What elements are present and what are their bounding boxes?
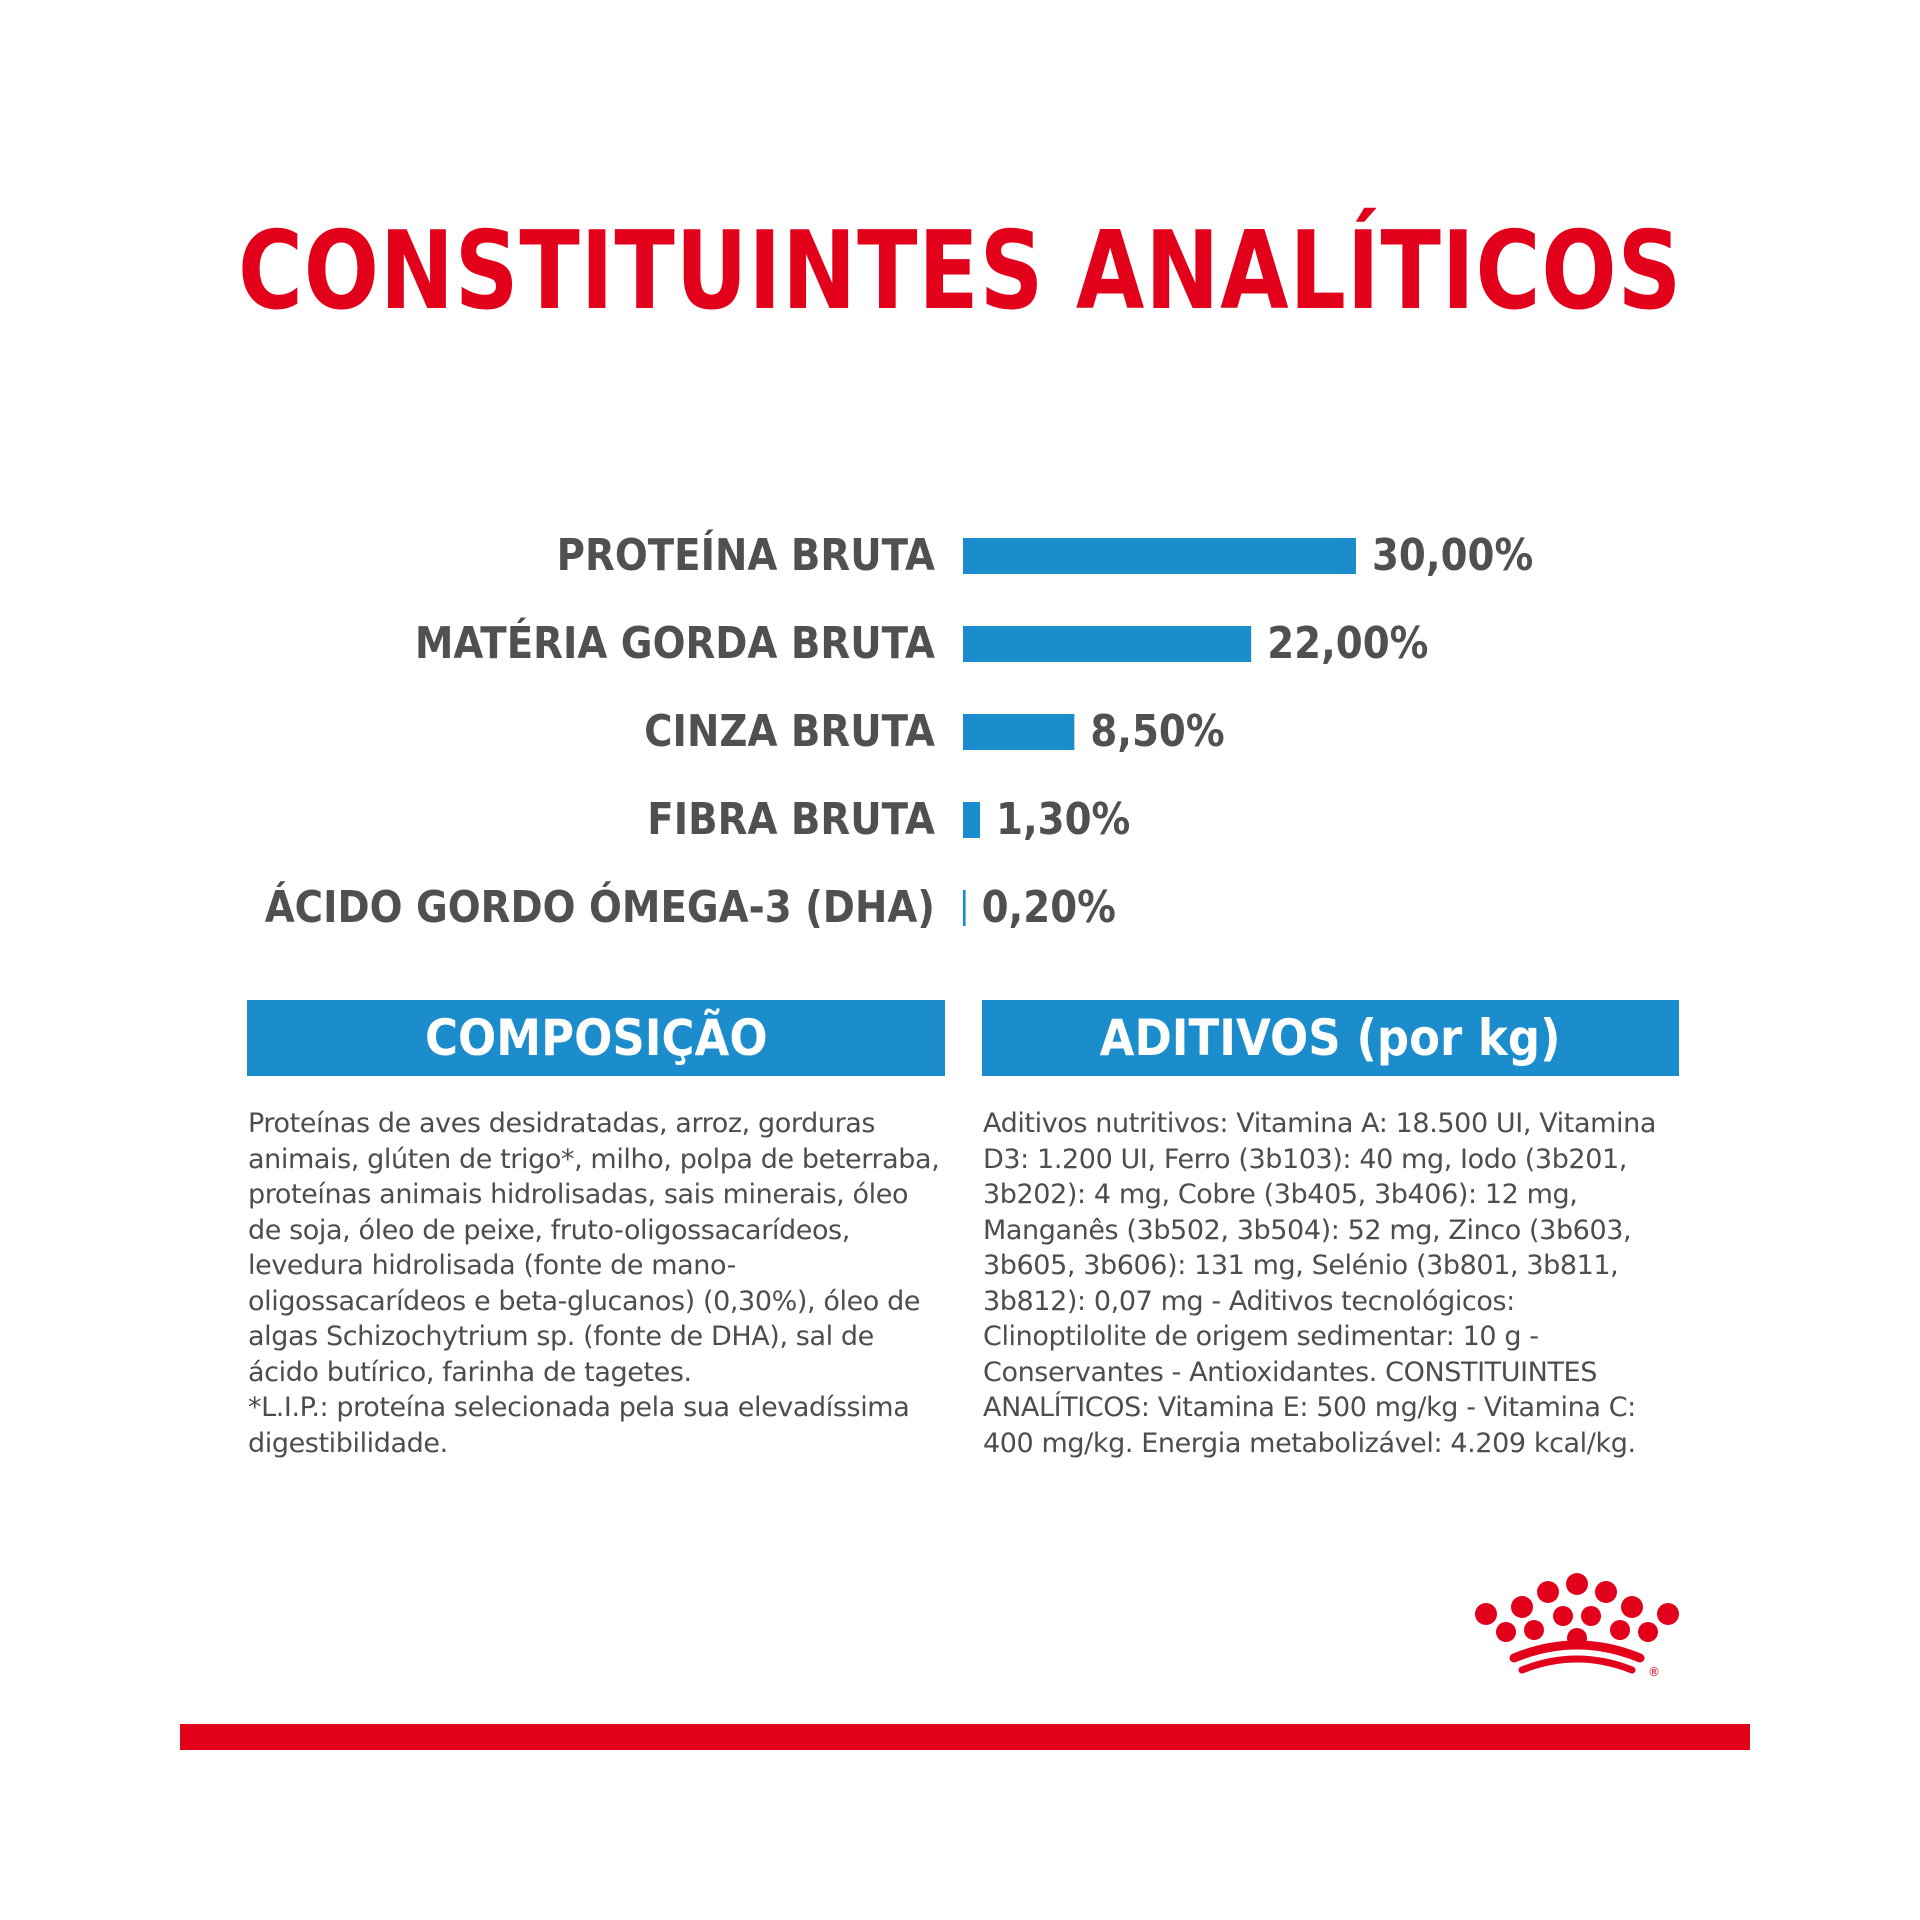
- bar-category-label: FIBRA BRUTA: [647, 793, 935, 845]
- bar-category-label: MATÉRIA GORDA BRUTA: [414, 617, 935, 669]
- bar-row: [415, 618, 1429, 669]
- bar-value-label: 0,20%: [981, 881, 1116, 933]
- bar: [963, 890, 966, 926]
- additives-text: Aditivos nutritivos: Vitamina A: 18.500 UI, Vitamina D3: 1.200 UI, Ferro (3b103): 40 mg, Iodo (3b201, 3b202): 4 mg, Cobre (3b405, 3b406): 12 mg, Manganês (3b502, 3b504): 52 mg, Zinco (3b603, 3b605, 3b606): 131 mg, Selénio (3b801, 3b811, 3b812): 0,07 mg - Aditivos tecnológicos: Clinoptilolite de origem sedimentar: 10 g - Conservantes - Antioxidantes. CONSTITUINTES ANALÍTICOS: Vitamina E: 500 mg/kg - Vitamina C: 400 mg/kg. Energia metabolizável: 4.209 kcal/kg.: [983, 1108, 1656, 1459]
- page-title: CONSTITUINTES ANALÍTICOS: [237, 209, 1683, 334]
- bar-category-label: ÁCIDO GORDO ÓMEGA-3 (DHA): [264, 881, 935, 933]
- bar-row: [557, 530, 1534, 581]
- bar: [963, 802, 980, 838]
- bar-value-label: 22,00%: [1267, 617, 1429, 669]
- bar-row: [644, 706, 1225, 757]
- crown-logo-icon: [1472, 1572, 1682, 1682]
- bar: [963, 626, 1251, 662]
- composition-heading: COMPOSIÇÃO: [424, 1009, 768, 1067]
- bar: [963, 714, 1074, 750]
- bar-row: [647, 794, 1130, 845]
- bar-row: [265, 882, 1116, 933]
- composition-text: Proteínas de aves desidratadas, arroz, gorduras animais, glúten de trigo*, milho, polpa de beterraba, proteínas animais hidrolisadas, sais minerais, óleo de soja, óleo de peixe, fruto-oligossacarídeos, levedura hidrolisada (fonte de mano-oligossacarídeos e beta-glucanos) (0,30%), óleo de algas Schizochytrium sp. (fonte de DHA), sal de ácido butírico, farinha de tagetes.: [248, 1108, 940, 1388]
- bar-category-label: CINZA BRUTA: [644, 705, 935, 757]
- bottom-red-bar: [180, 1724, 1750, 1750]
- bar-value-label: 8,50%: [1090, 705, 1225, 757]
- bar-value-label: 30,00%: [1372, 529, 1534, 581]
- additives-body: [983, 1106, 1683, 1461]
- bar-value-label: 1,30%: [996, 793, 1131, 845]
- bar: [963, 538, 1356, 574]
- additives-header: [982, 1000, 1679, 1076]
- composition-body: [248, 1106, 948, 1461]
- additives-heading: ADITIVOS (por kg): [1100, 1009, 1561, 1067]
- composition-footnote: *L.I.P.: proteína selecionada pela sua elevadíssima digestibilidade.: [248, 1392, 910, 1459]
- bar-category-label: PROTEÍNA BRUTA: [556, 529, 935, 581]
- registered-mark: ®: [1648, 1665, 1660, 1679]
- composition-header: [247, 1000, 945, 1076]
